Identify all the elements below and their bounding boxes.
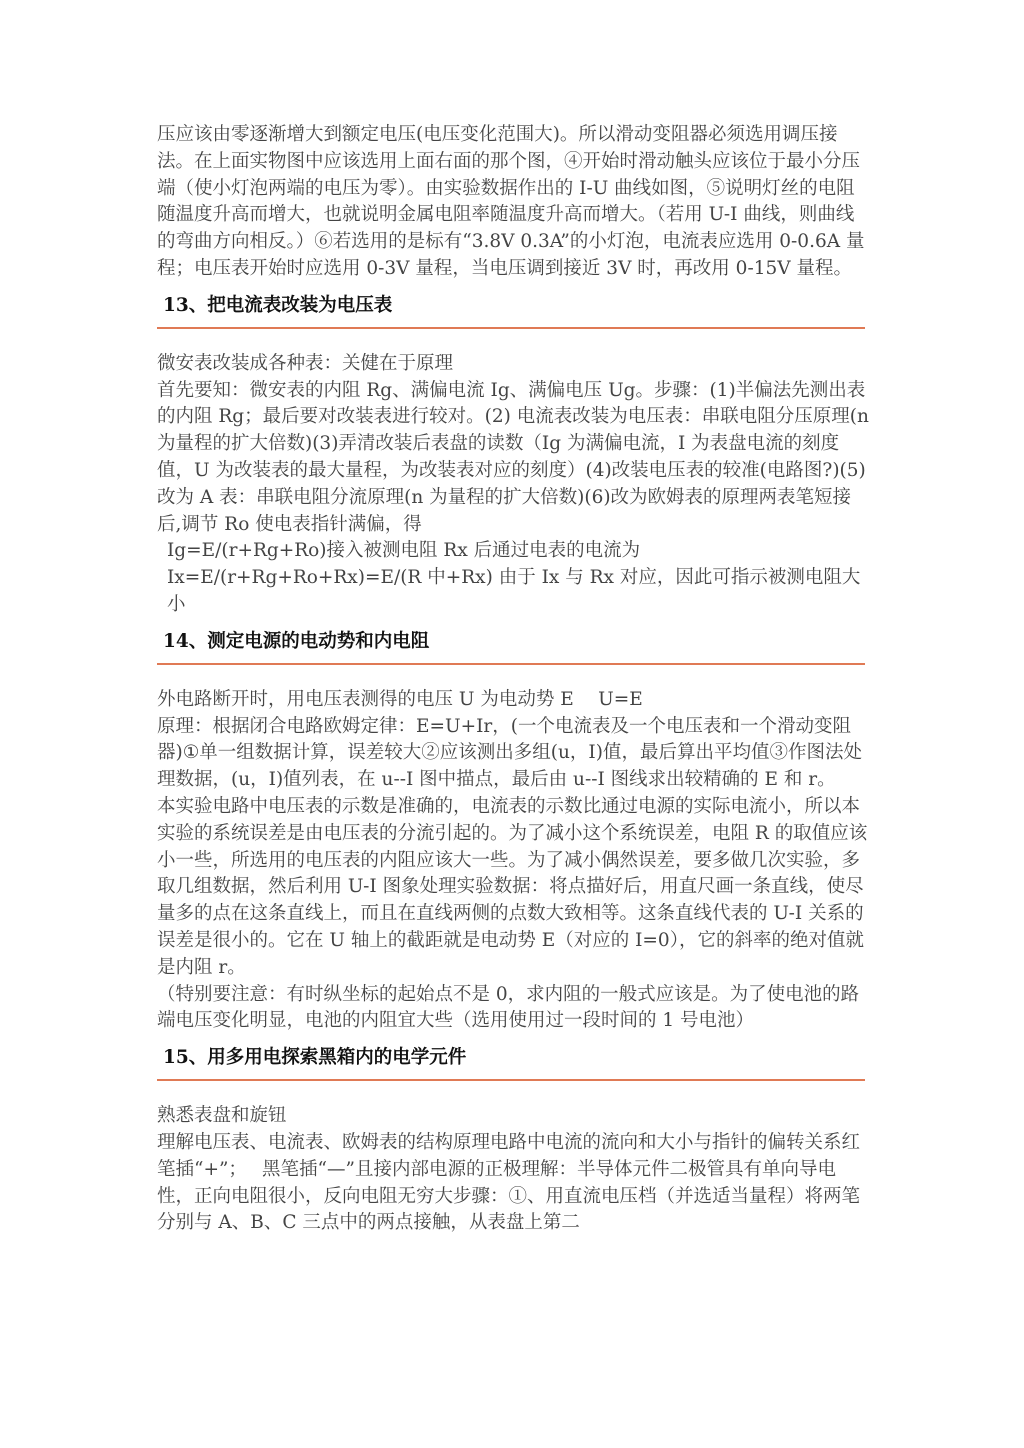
section-13-title: 13、把电流表改装为电压表	[163, 294, 393, 316]
section-15-title: 15、用多用电探索黑箱内的电学元件	[163, 1047, 467, 1069]
section-14-line-3: 本实验电路中电压表的示数是准确的，电流表的示数比通过电源的实际电流小，所以本实验的系统误差是由电压表的分流引起的。为了减小这个系统误差，电阻 R 的取值应该小一些，所选用的电压表的内阻应该大一些。为了减小偶然误差，要多做几次实验，多取几组数据，然后利用 U-I 图象处理实验数据：将点描好后，用直尺画一条直线，使尽量多的点在这条直线上，而且在直线两侧的点数大致相等。这条直线代表的 U-I 关系的误差是很小的。它在 U 轴上的截距就是电动势 E（对应的 I=0），它的斜率的绝对值就是内阻 r。	[157, 795, 868, 978]
section-14-divider	[157, 663, 865, 665]
section-15-line-2: 理解电压表、电流表、欧姆表的结构原理电路中电流的流向和大小与指针的偏转关系红笔插“+”； 黑笔插“—”且接内部电源的正极理解：半导体元件二极管具有单向导电性，正向电阻很小，反向电阻无穷大步骤：①、用直流电压档（并选适当量程）将两笔分别与 A、B、C 三点中的两点接触，从表盘上第二	[157, 1131, 861, 1234]
section-13-divider	[157, 327, 865, 329]
section-15-line-1: 熟悉表盘和旋钮	[157, 1105, 287, 1127]
section-13-line-3: Ig=E/(r+Rg+Ro)接入被测电阻 Rx 后通过电表的电流为	[167, 540, 641, 562]
section-14-line-2: 原理：根据闭合电路欧姆定律：E=U+Ir，(一个电流表及一个电压表和一个滑动变阻器)①单一组数据计算，误差较大②应该测出多组(u，I)值，最后算出平均值③作图法处理数据，(u，I)值列表，在 u--I 图中描点，最后由 u--I 图线求出较精确的 E 和 r。	[157, 715, 862, 791]
section-13-line-1: 微安表改装成各种表：关健在于原理	[157, 352, 454, 374]
section-14-title: 14、测定电源的电动势和内电阻	[163, 630, 430, 652]
document-page	[157, 122, 869, 1237]
section-14-line-1: 外电路断开时，用电压表测得的电压 U 为电动势 E U=E	[157, 688, 643, 710]
section-13-line-2: 首先要知：微安表的内阻 Rg、满偏电流 Ig、满偏电压 Ug。步骤：(1)半偏法先测出表的内阻 Rg；最后要对改装表进行较对。(2) 电流表改装为电压表：串联电阻分压原理(n 为量程的扩大倍数)(3)弄清改装后表盘的读数（Ig 为满偏电流，I 为表盘电流的刻度值，U 为改装表的最大量程，为改装表对应的刻度）(4)改装电压表的较准(电路图?)(5)改为 A 表：串联电阻分流原理(n 为量程的扩大倍数)(6)改为欧姆表的原理两表笔短接后,调节 Ro 使电表指针满偏，得	[157, 379, 869, 535]
section-15-divider	[157, 1079, 865, 1081]
intro-paragraph: 压应该由零逐渐增大到额定电压(电压变化范围大)。所以滑动变阻器必须选用调压接法。在上面实物图中应该选用上面右面的那个图，④开始时滑动触头应该位于最小分压端（使小灯泡两端的电压为零）。由实验数据作出的 I-U 曲线如图，⑤说明灯丝的电阻随温度升高而增大，也就说明金属电阻率随温度升高而增大。（若用 U-I 曲线，则曲线的弯曲方向相反。）⑥若选用的是标有“3.8V 0.3A”的小灯泡，电流表应选用 0-0.6A 量程；电压表开始时应选用 0-3V 量程，当电压调到接近 3V 时，再改用 0-15V 量程。	[157, 124, 865, 279]
section-13-line-4: Ix=E/(r+Rg+Ro+Rx)=E/(R 中+Rx) 由于 Ix 与 Rx 对应，因此可指示被测电阻大小	[167, 567, 861, 615]
section-14-line-4: （特别要注意：有时纵坐标的起始点不是 0，求内阻的一般式应该是。为了使电池的路端电压变化明显，电池的内阻宜大些（选用使用过一段时间的 1 号电池）	[157, 983, 860, 1032]
